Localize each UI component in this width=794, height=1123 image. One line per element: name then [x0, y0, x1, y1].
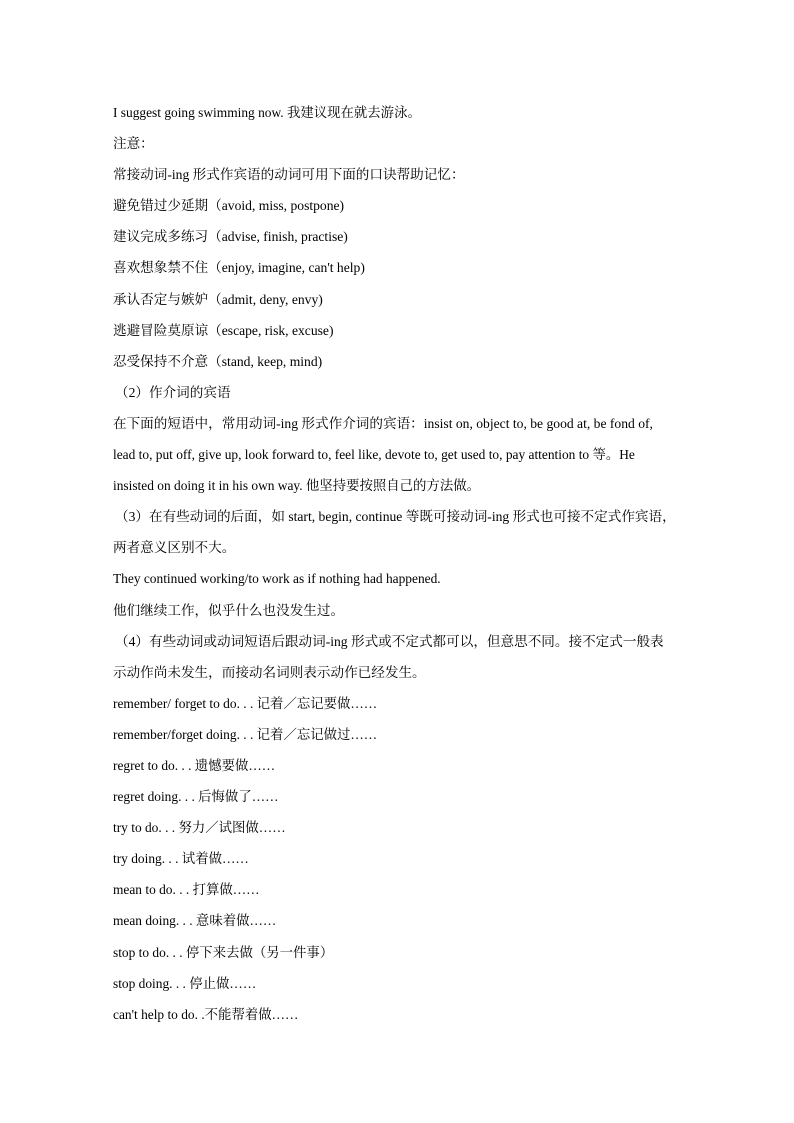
usage-item: try to do. . . 努力／试图做…… — [113, 820, 286, 836]
mnemonic-line-3: 喜欢想象禁不住（enjoy, imagine, can't help) — [113, 260, 365, 276]
mnemonic-line-5: 逃避冒险莫原谅（escape, risk, excuse) — [113, 322, 334, 338]
paragraph-line: lead to, put off, give up, look forward to, feel like, devote to, get used to, pay attention to 等。He — [113, 447, 635, 463]
paragraph-line: 示动作尚未发生，而接动名词则表示动作已经发生。 — [113, 664, 426, 680]
usage-item: stop to do. . . 停下来去做（另一件事） — [113, 944, 334, 960]
example-translation: 他们继续工作，似乎什么也没发生过。 — [113, 602, 345, 618]
mnemonic-line-2: 建议完成多练习（advise, finish, practise) — [113, 229, 348, 245]
paragraph-line: 在下面的短语中，常用动词-ing 形式作介词的宾语：insist on, object to, be good at, be fond of, — [113, 415, 653, 431]
usage-item: try doing. . . 试着做…… — [113, 851, 249, 867]
section-4-heading: （4）有些动词或动词短语后跟动词-ing 形式或不定式都可以，但意思不同。接不定式一般表 — [115, 633, 664, 649]
section-2-heading: （2）作介词的宾语 — [115, 384, 231, 400]
document-page — [113, 97, 693, 1030]
example-sentence: They continued working/to work as if nothing had happened. — [113, 571, 441, 587]
section-3-heading: （3）在有些动词的后面，如 start, begin, continue 等既可接动词-ing 形式也可接不定式作宾语， — [115, 509, 676, 525]
usage-item: mean doing. . . 意味着做…… — [113, 913, 277, 929]
paragraph-line: 两者意义区别不大。 — [113, 540, 236, 556]
mnemonic-line-1: 避免错过少延期（avoid, miss, postpone) — [113, 198, 345, 214]
note-heading: 注意： — [113, 136, 154, 152]
usage-item: remember/forget doing. . . 记着／忘记做过…… — [113, 726, 378, 742]
mnemonic-line-4: 承认否定与嫉妒（admit, deny, envy) — [113, 291, 323, 307]
usage-item: mean to do. . . 打算做…… — [113, 882, 260, 898]
paragraph-line: insisted on doing it in his own way. 他坚持要按照自己的方法做。 — [113, 478, 480, 494]
usage-item: regret doing. . . 后悔做了…… — [113, 789, 279, 805]
note-intro: 常接动词-ing 形式作宾语的动词可用下面的口诀帮助记忆： — [113, 167, 465, 183]
usage-item: remember/ forget to do. . . 记着／忘记要做…… — [113, 695, 378, 711]
usage-item: regret to do. . . 遗憾要做…… — [113, 757, 276, 773]
usage-item: stop doing. . . 停止做…… — [113, 975, 257, 991]
mnemonic-line-6: 忍受保持不介意（stand, keep, mind) — [113, 353, 323, 369]
usage-item: can't help to do. .不能帮着做…… — [113, 1006, 299, 1022]
example-sentence: I suggest going swimming now. 我建议现在就去游泳。 — [113, 105, 421, 120]
